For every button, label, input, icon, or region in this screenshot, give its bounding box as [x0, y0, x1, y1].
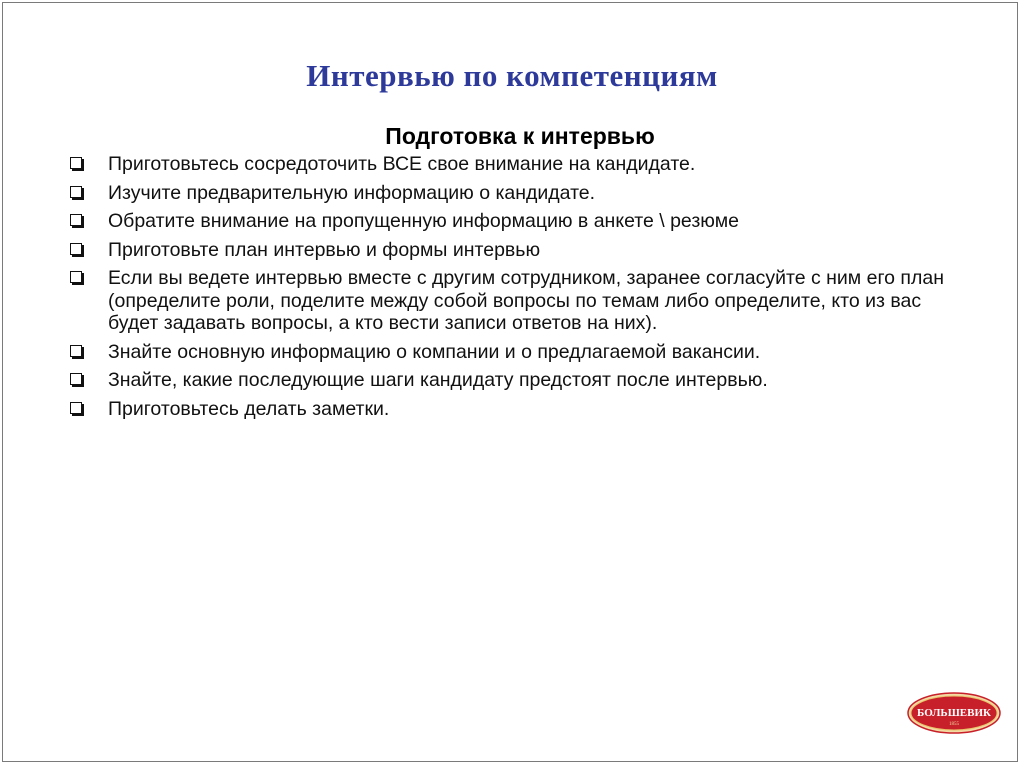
- list-item: [70, 182, 970, 205]
- list-item: [70, 153, 970, 176]
- list-item-text: Знайте основную информацию о компании и о предлагаемой вакансии.: [108, 340, 761, 363]
- checkbox-icon: [70, 345, 82, 357]
- list-item: [70, 210, 970, 233]
- checkbox-icon: [70, 243, 82, 255]
- checklist: [70, 153, 970, 426]
- list-item: [70, 398, 970, 421]
- checkbox-icon: [70, 157, 82, 169]
- slide-subtitle: Подготовка к интервью: [385, 123, 655, 149]
- list-item: [70, 239, 970, 262]
- bolshevik-logo: [906, 690, 1002, 736]
- list-item-text: Если вы ведете интервью вместе с другим сотрудником, заранее согласуйте с ним его план (определите роли, поделите между собой вопросы по темам либо определите, кто из вас будет задавать вопросы, а кто вести записи ответов на них).: [108, 267, 944, 334]
- list-item-text: Обратите внимание на пропущенную информацию в анкете \ резюме: [108, 210, 739, 232]
- list-item: [70, 341, 970, 364]
- list-item: [70, 267, 970, 335]
- list-item-text: Знайте, какие последующие шаги кандидату предстоят после интервью.: [108, 369, 768, 391]
- slide-title: Интервью по компетенциям: [306, 58, 718, 93]
- checkbox-icon: [70, 402, 82, 414]
- logo-year: 1855: [949, 722, 959, 727]
- logo-name: БОЛЬШЕВИК: [917, 707, 991, 719]
- list-item-text: Приготовьте план интервью и формы интервью: [108, 238, 541, 261]
- checkbox-icon: [70, 214, 82, 226]
- list-item-text: Изучите предварительную информацию о кандидате.: [108, 181, 596, 204]
- checkbox-icon: [70, 373, 82, 385]
- list-item-text: Приготовьтесь делать заметки.: [108, 397, 390, 420]
- checkbox-icon: [70, 186, 82, 198]
- list-item-text: Приготовьтесь сосредоточить ВСЕ свое внимание на кандидате.: [108, 153, 696, 175]
- checkbox-icon: [70, 271, 82, 283]
- list-item: [70, 369, 970, 392]
